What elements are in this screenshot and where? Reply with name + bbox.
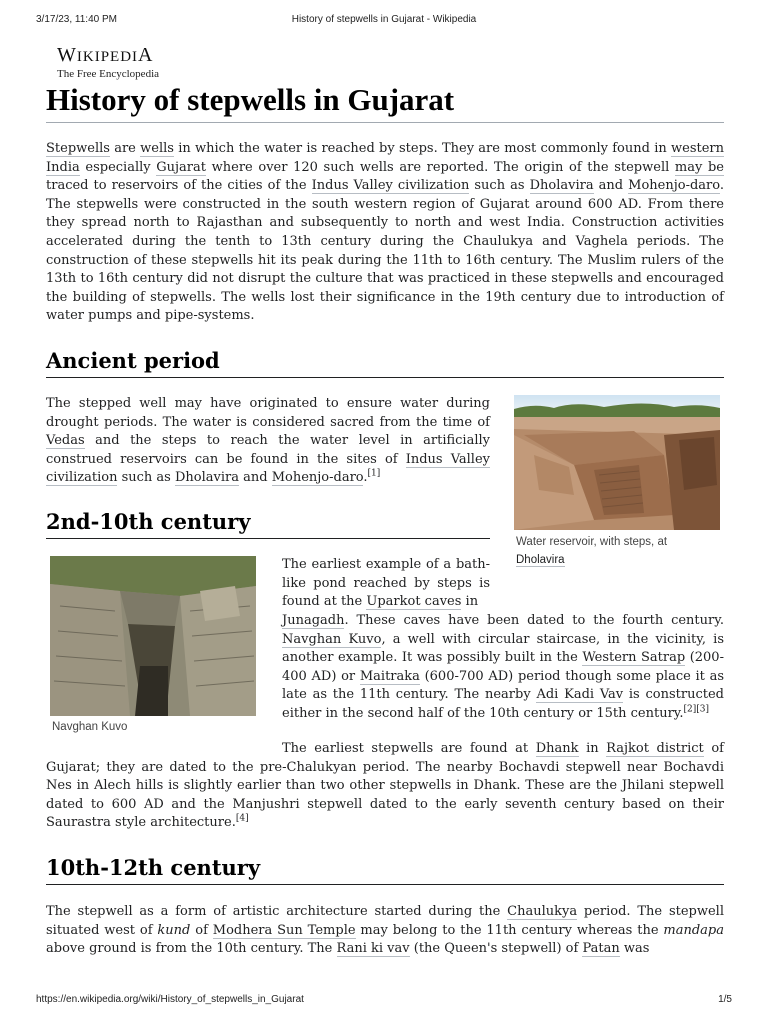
link-maitraka[interactable]: Maitraka xyxy=(359,668,420,684)
link-indus-valley-civilization-2[interactable]: Indus Valley civilization xyxy=(46,451,490,486)
ref-1[interactable]: [1] xyxy=(367,469,381,480)
link-mohenjo-daro[interactable]: Mohenjo-daro xyxy=(628,178,720,194)
link-modhera-sun-temple[interactable]: Modhera Sun Temple xyxy=(212,922,356,938)
link-mohenjo-daro-2[interactable]: Mohenjo-daro xyxy=(271,470,364,486)
dholavira-caption: Water reservoir, with steps, at Dholavira xyxy=(516,536,668,566)
uparkot-paragraph-top: The earliest example of a bath-like pond reached by steps is found at the Uparkot caves in xyxy=(282,557,490,610)
link-rani-ki-vav[interactable]: Rani ki vav xyxy=(336,941,410,957)
link-dholavira-caption[interactable]: Dholavira xyxy=(516,554,565,566)
link-uparkot-caves[interactable]: Uparkot caves xyxy=(366,594,462,610)
wikipedia-wordmark: WIKIPEDIA xyxy=(57,44,154,66)
print-tab-title: History of stepwells in Gujarat - Wikipedia xyxy=(291,14,477,25)
link-wells[interactable]: wells xyxy=(140,141,174,156)
link-may-be[interactable]: may be xyxy=(674,159,725,175)
ref-4[interactable]: [4] xyxy=(235,814,249,825)
link-junagadh[interactable]: Junagadh xyxy=(282,613,345,628)
chaulukya-paragraph: The stepwell as a form of artistic architecture started during the Chaulukya period. The stepwell situated west of kund of Modhera Sun Temple may belong to the 11th century whereas the mandapa above ground is from the 10th century. The Rani ki vav (the Queen's stepwell) of Patan was xyxy=(46,904,724,957)
link-western-satrap[interactable]: Western Satrap xyxy=(582,650,686,666)
wikipedia-logo[interactable] xyxy=(57,44,159,80)
link-adi-kadi-vav[interactable]: Adi Kadi Vav xyxy=(536,687,624,703)
link-dholavira-2[interactable]: Dholavira xyxy=(174,470,239,486)
link-western-india[interactable]: western India xyxy=(46,141,724,175)
ref-2-3[interactable]: [2][3] xyxy=(683,704,710,715)
link-vedas[interactable]: Vedas xyxy=(46,433,85,449)
link-gujarat[interactable]: Gujarat xyxy=(156,159,206,175)
dholavira-reservoir-image[interactable] xyxy=(514,395,720,530)
print-url: https://en.wikipedia.org/wiki/History_of_stepwells_in_Gujarat xyxy=(36,994,304,1005)
print-page-number: 1/5 xyxy=(718,994,732,1005)
heading-ancient-period: Ancient period xyxy=(46,346,724,378)
intro-paragraph: Stepwells are wells in which the water is reached by steps. They are most commonly found in western India especially Gujarat where over 120 such wells are reported. The origin of the stepwell may be traced to reservoirs of the cities of the Indus Valley civilization such as Dholavira and Mohenjo-daro. The stepwells were constructed in the south western region of Gujarat around 600 AD. From there they spread north to Rajasthan and subsequently to north and west India. Construction activities accelerated during the tenth to 13th century during the Chaulukya and Vaghela periods. The construction of these stepwells hit its peak during the 11th to 16th century. The Muslim rulers of the 13th to 16th century did not disrupt the culture that was practiced in these stepwells and encouraged the building of stepwells. The wells lost their significance in the 19th century due to introduction of water pumps and pipe-systems. xyxy=(46,141,725,324)
heading-2nd-10th-century: 2nd-10th century xyxy=(46,507,490,539)
uparkot-paragraph-rest: Junagadh. These caves have been dated to the fourth century. Navghan Kuvo, a well with circular staircase, in the vicinity, is another example. It was possibly built in the Western Satrap (200-400 AD) or Maitraka (600-700 AD) period though some place it as late as the 11th century. The nearby Adi Kadi Vav is constructed either in the second half of the 10th century or 15th century.[2][3] xyxy=(282,613,724,721)
link-dhank[interactable]: Dhank xyxy=(535,741,579,756)
wikipedia-tagline: The Free Encyclopedia xyxy=(57,68,160,80)
heading-10th-12th-century: 10th-12th century xyxy=(46,853,724,885)
link-navghan-kuvo[interactable]: Navghan Kuvo xyxy=(282,631,382,647)
page-title: History of stepwells in Gujarat xyxy=(46,80,724,123)
dhank-paragraph: The earliest stepwells are found at Dhank in Rajkot district of Gujarat; they are dated to the pre-Chalukyan period. The nearby Bochavdi stepwell near Bochavdi Nes in Alech hills is slightly earlier than two other stepwells in Dhank. These are the Jhilani stepwell dated to 600 AD and the Manjushri stepwell dated to the early seventh century based on their Saurastra style architecture.[4] xyxy=(46,741,724,831)
navghan-kuvo-image[interactable] xyxy=(50,556,256,716)
link-stepwells[interactable]: Stepwells xyxy=(46,141,110,156)
print-datetime: 3/17/23, 11:40 PM xyxy=(36,14,117,25)
link-dholavira[interactable]: Dholavira xyxy=(529,178,594,194)
ancient-paragraph: The stepped well may have originated to ensure water during drought periods. The water is considered sacred from the time of Vedas and the steps to reach the water level in artificially construed reservoirs can be found in the sites of Indus Valley civilization such as Dholavira and Mohenjo-daro.[1] xyxy=(46,396,490,486)
link-rajkot-district[interactable]: Rajkot district xyxy=(606,741,704,756)
link-chaulukya[interactable]: Chaulukya xyxy=(507,904,578,919)
navghan-kuvo-caption: Navghan Kuvo xyxy=(52,721,128,733)
link-indus-valley-civilization[interactable]: Indus Valley civilization xyxy=(311,178,470,194)
link-patan[interactable]: Patan xyxy=(582,941,620,957)
